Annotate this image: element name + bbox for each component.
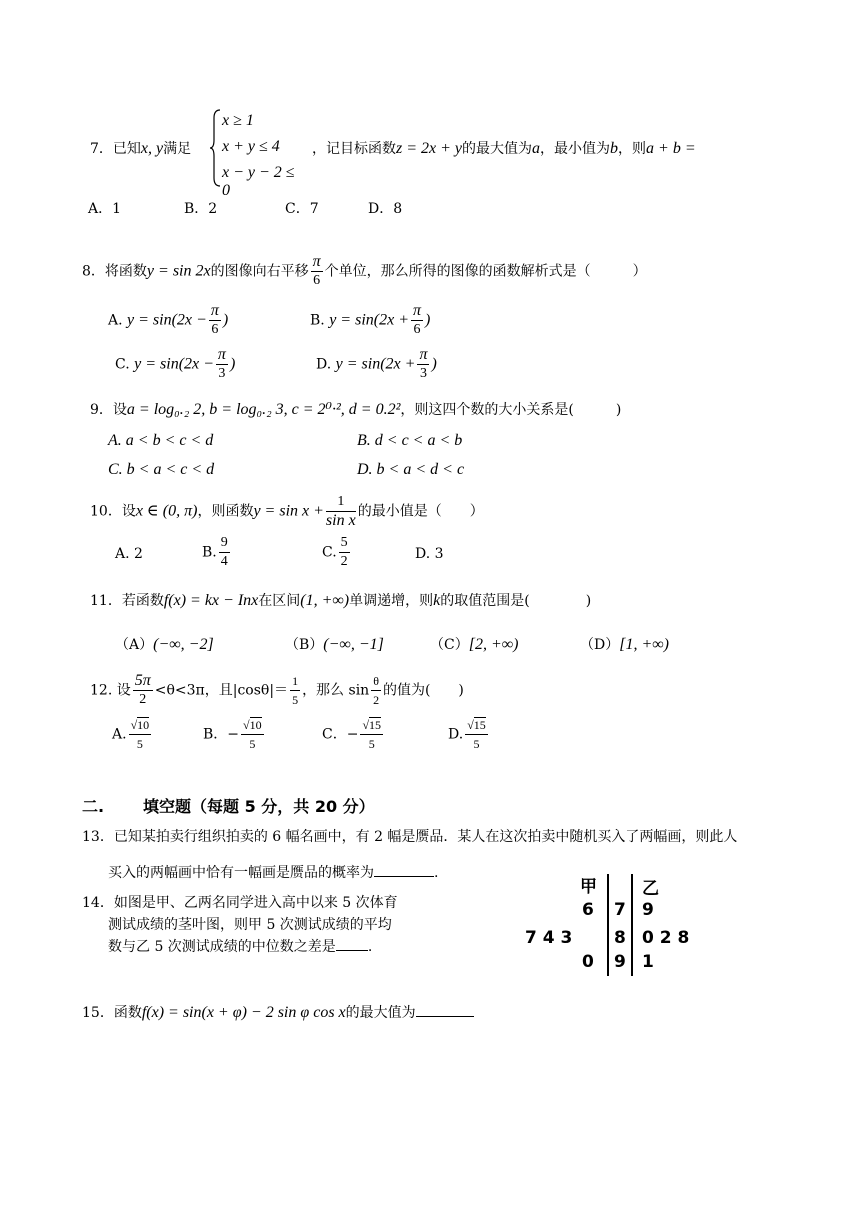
q7-option-d: D．8 xyxy=(368,201,403,217)
q9-stem: 9．设a = log₀.₂ 2, b = log₀.₂ 3, c = 2⁰·², d = 0.2²，则这四个数的大小关系是( ) xyxy=(90,401,622,418)
q13-line-1: 13．已知某拍卖行组织拍卖的 6 幅名画中，有 2 幅是赝品．某人在这次拍卖中随机买入了两幅画，则此人 xyxy=(82,829,738,845)
q12-option-d: D. $\frac{√15}{5}$ xyxy=(448,718,486,751)
q14-answer-blank[interactable] xyxy=(336,936,368,951)
q8-stem: 8．将函数y = sin 2x的图像向右平移 $\frac{\pi}{6}$ 个单位，那么所得的图像的函数解析式是（ ） xyxy=(82,253,647,288)
q10-option-d: D. 3 xyxy=(415,546,444,562)
sqrt-icon: √ xyxy=(362,718,370,732)
q12-option-c: C．− $\frac{√15}{5}$ xyxy=(322,718,382,751)
q7-prefix: 7．已知 xyxy=(90,141,141,157)
q11-option-b: （B）(−∞, −1] xyxy=(285,636,384,653)
q7-constraint-2: x + y ≤ 4 xyxy=(222,138,280,155)
q9-option-b: B. d < c < a < b xyxy=(357,432,463,449)
q7-option-b: B．2 xyxy=(184,201,218,217)
q11-stem: 11．若函数f(x) = kx − Inx在区间(1, +∞)单调递增，则k的取值范围是( ) xyxy=(90,592,592,609)
q9-expression: a = log₀.₂ 2, b = log₀.₂ 3, c = 2⁰·², d = 0.2² xyxy=(126,401,401,418)
q7-option-c: C．7 xyxy=(285,201,319,217)
q11-option-c: （C）[2, +∞) xyxy=(430,636,519,653)
stem-leaf-left-leaves-7: 6 xyxy=(582,900,594,920)
stem-leaf-right-leaves-8: 0 2 8 xyxy=(642,928,690,948)
q11-option-d: （D）[1, +∞) xyxy=(580,636,669,653)
q10-option-b: B. $\frac{9}{4}$ xyxy=(202,535,228,569)
q8-option-b: B. y = sin(2x + $\frac{\pi}{6}$ ) xyxy=(310,302,431,337)
q8-option-d: D. y = sin(2x + $\frac{\pi}{3}$ ) xyxy=(316,346,437,381)
q7-stem xyxy=(90,138,191,158)
stem-leaf-stem-9: 9 xyxy=(614,952,626,972)
q7-constraint-system xyxy=(210,108,300,199)
q10-option-a: A. 2 xyxy=(115,546,143,562)
q12-option-b: B．− $\frac{√10}{5}$ xyxy=(203,718,262,751)
q9-option-d: D. b < a < d < c xyxy=(357,461,465,478)
sqrt-icon: √ xyxy=(467,718,474,732)
stem-leaf-right-leaves-7: 9 xyxy=(642,900,654,920)
q12-stem: 12. 设 $\frac{5\pi}{2}$ <θ<3π，且|cosθ|＝ $\frac{1}{5}$ ，那么 sin $\frac{\theta}{2}$ 的值为( ) xyxy=(90,672,464,707)
brace-icon xyxy=(210,108,222,188)
q12-option-a: A. $\frac{√10}{5}$ xyxy=(112,718,150,751)
stem-leaf-plot xyxy=(520,870,720,1000)
q15-stem: 15．函数f(x) = sin(x + φ) − 2 sin φ cos x的最大值为 xyxy=(82,1002,474,1022)
stem-leaf-right-leaves-9: 1 xyxy=(642,952,654,972)
stem-leaf-left-leaves-8: 7 4 3 xyxy=(525,928,573,948)
q7-option-a: A．1 xyxy=(88,201,122,217)
q7-objective: z = 2x + y xyxy=(396,140,463,157)
stem-leaf-left-title: 甲 xyxy=(580,877,597,897)
q7-expression: a + b = xyxy=(646,140,696,157)
q8-shift-fraction: $\frac{\pi}{6}$ xyxy=(312,253,321,288)
q14-line-2: 测试成绩的茎叶图，则甲 5 次测试成绩的平均 xyxy=(108,917,392,933)
q8-option-c: C. y = sin(2x − $\frac{\pi}{3}$ ) xyxy=(115,346,236,381)
q15-answer-blank[interactable] xyxy=(416,1002,474,1017)
q14-line-1: 14．如图是甲、乙两名同学进入高中以来 5 次体育 xyxy=(82,895,398,911)
q10-option-c: C. $\frac{5}{2}$ xyxy=(322,535,348,569)
stem-leaf-divider-lines xyxy=(520,870,720,1000)
q9-option-c: C. b < a < c < d xyxy=(108,461,215,478)
q14-line-3: 数与乙 5 次测试成绩的中位数之差是 . xyxy=(108,936,372,956)
stem-leaf-right-title: 乙 xyxy=(642,879,659,899)
q7-constraint-1: x ≥ 1 xyxy=(222,112,254,129)
q13-answer-blank[interactable] xyxy=(374,862,434,877)
q11-option-a: （A）(−∞, −2] xyxy=(115,636,214,653)
sqrt-icon: √ xyxy=(243,718,250,732)
q7-rest: ，记目标函数z = 2x + y的最大值为a，最小值为b，则a + b = xyxy=(312,140,696,157)
section-title: 填空题（每题 5 分，共 20 分） xyxy=(143,797,375,816)
section-number: 二. xyxy=(82,797,105,816)
q7-vars: x, y xyxy=(140,140,164,157)
q7-constraint-3: x − y − 2 ≤ 0 xyxy=(222,164,295,199)
q10-stem: 10．设x ∈ (0, π)，则函数y = sin x + $\frac{1}{\text{sin x}}$ 的最小值是（ ） xyxy=(90,494,484,529)
q8-option-a: A. y = sin(2x − $\frac{\pi}{6}$ ) xyxy=(108,302,229,337)
stem-leaf-stem-8: 8 xyxy=(614,928,626,948)
q15-function: f(x) = sin(x + φ) − 2 sin φ cos x xyxy=(141,1004,346,1021)
q9-option-a: A. a < b < c < d xyxy=(108,432,214,449)
sqrt-icon: √ xyxy=(130,718,138,732)
q13-line-2: 买入的两幅画中恰有一幅画是赝品的概率为 . xyxy=(108,862,438,882)
stem-leaf-stem-7: 7 xyxy=(614,900,626,920)
q7-satisfy: 满足 xyxy=(163,141,192,157)
stem-leaf-left-leaves-9: 0 xyxy=(582,952,594,972)
